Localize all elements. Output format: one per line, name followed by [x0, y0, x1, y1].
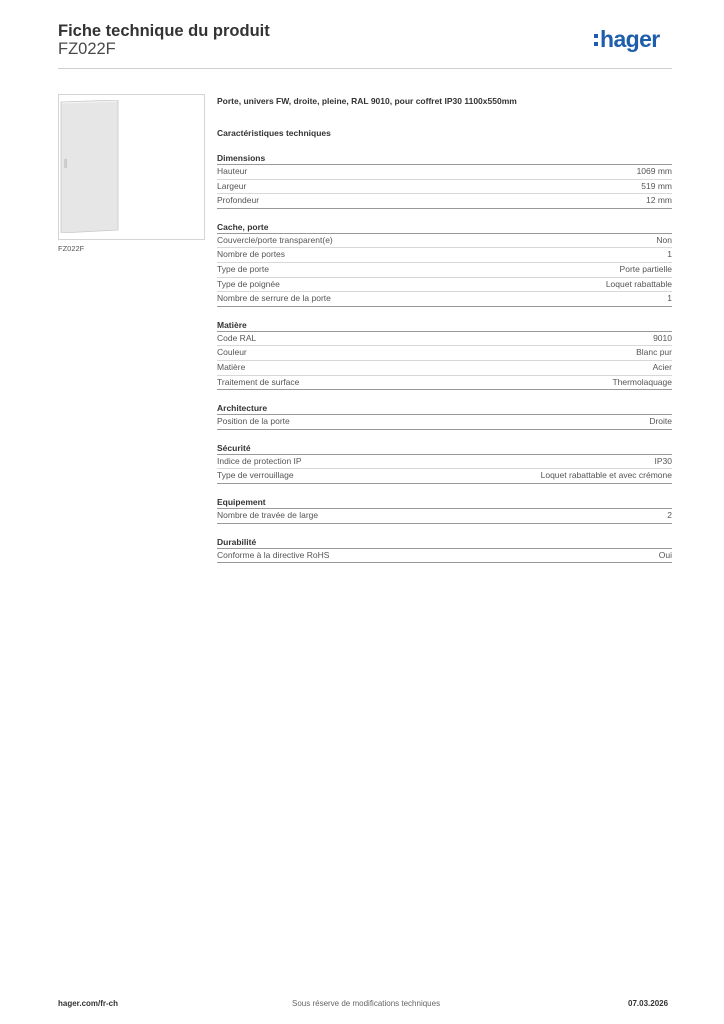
footer-date: 07.03.2026: [628, 999, 669, 1008]
logo-wordmark: hager: [600, 26, 660, 52]
spec-row: [217, 234, 672, 249]
spec-rows: [217, 509, 672, 524]
spec-value: 9010: [653, 332, 672, 343]
spec-group: [217, 153, 672, 222]
spec-value: 1069 mm: [636, 166, 672, 176]
spec-group-title: Matière: [217, 320, 672, 332]
spec-group-title: Cache, porte: [217, 222, 672, 234]
spec-row: [217, 509, 672, 524]
spec-row: [217, 332, 672, 347]
spec-row: [217, 376, 672, 391]
spec-value: Porte partielle: [619, 263, 672, 274]
spec-label: Matière: [217, 361, 246, 372]
spec-group-title: Sécurité: [217, 443, 672, 455]
spec-value: 2: [667, 509, 672, 520]
group-spacer: [217, 524, 672, 537]
spec-label: Indice de protection IP: [217, 455, 302, 466]
page-title: Fiche technique du produit: [58, 22, 270, 40]
spec-label: Nombre de travée de large: [217, 509, 319, 520]
spec-row: [217, 194, 672, 209]
spec-value: Acier: [652, 361, 672, 372]
spec-value: Loquet rabattable: [605, 278, 672, 289]
spec-label: Couleur: [217, 347, 247, 358]
spec-group: [217, 497, 672, 537]
specifications: [217, 96, 672, 563]
spec-label: Type de porte: [217, 263, 269, 274]
spec-group: [217, 222, 672, 320]
spec-label: Type de poignée: [217, 278, 280, 289]
spec-label: Traitement de surface: [217, 376, 300, 387]
spec-label: Type de verrouillage: [217, 470, 294, 481]
spec-label: Hauteur: [217, 166, 248, 176]
footer-website[interactable]: hager.com/fr-ch: [58, 999, 119, 1008]
spec-label: Code RAL: [217, 332, 257, 343]
spec-label: Nombre de serrure de la porte: [217, 293, 331, 304]
spec-value: Non: [656, 234, 672, 245]
spec-group: [217, 537, 672, 564]
spec-label: Position de la porte: [217, 416, 290, 427]
spec-row: [217, 455, 672, 470]
spec-group-title: Equipement: [217, 497, 672, 509]
hager-logo: [594, 28, 660, 51]
spec-label: Couvercle/porte transparent(e): [217, 234, 333, 245]
spec-rows: [217, 415, 672, 430]
footer-notice: Sous réserve de modifications techniques: [292, 999, 441, 1008]
product-image-frame: [58, 94, 205, 240]
spec-label: Largeur: [217, 180, 247, 191]
spec-row: [217, 278, 672, 293]
group-spacer: [217, 430, 672, 443]
spec-value: IP30: [654, 455, 672, 466]
group-spacer: [217, 209, 672, 222]
spec-group-title: Dimensions: [217, 153, 672, 165]
spec-rows: [217, 549, 672, 564]
spec-row: [217, 346, 672, 361]
spec-groups: [217, 153, 672, 563]
spec-rows: [217, 455, 672, 484]
spec-row: [217, 469, 672, 484]
section-title: Caractéristiques techniques: [217, 128, 331, 138]
spec-value: Loquet rabattable et avec crémone: [540, 470, 672, 481]
spec-row: [217, 292, 672, 307]
spec-rows: [217, 234, 672, 307]
group-spacer: [217, 390, 672, 403]
door-panel-image: [60, 100, 119, 233]
header-divider: [58, 68, 672, 69]
spec-value: 12 mm: [646, 195, 672, 206]
product-code: FZ022F: [58, 40, 116, 58]
spec-value: Blanc pur: [636, 347, 672, 358]
spec-value: 1: [667, 249, 672, 260]
spec-row: [217, 361, 672, 376]
spec-value: Thermolaquage: [612, 376, 672, 387]
logo-dots-icon: [594, 34, 598, 50]
spec-value: 519 mm: [641, 180, 672, 191]
spec-rows: [217, 165, 672, 209]
spec-group: [217, 443, 672, 497]
spec-group-title: Architecture: [217, 403, 672, 415]
spec-row: [217, 180, 672, 195]
spec-row: [217, 248, 672, 263]
spec-row: [217, 165, 672, 180]
spec-group-title: Durabilité: [217, 537, 672, 549]
spec-group: [217, 403, 672, 443]
spec-value: 1: [667, 293, 672, 304]
product-description: Porte, univers FW, droite, pleine, RAL 9010, pour coffret IP30 1100x550mm: [217, 96, 517, 106]
image-caption: FZ022F: [58, 244, 85, 253]
spec-label: Conforme à la directive RoHS: [217, 549, 330, 560]
spec-value: Droite: [649, 416, 672, 427]
spec-row: [217, 263, 672, 278]
spec-label: Nombre de portes: [217, 249, 286, 260]
group-spacer: [217, 307, 672, 320]
group-spacer: [217, 484, 672, 497]
spec-group: [217, 320, 672, 403]
spec-row: [217, 415, 672, 430]
spec-rows: [217, 332, 672, 390]
spec-row: [217, 549, 672, 564]
spec-value: Oui: [658, 549, 672, 560]
spec-label: Profondeur: [217, 195, 260, 206]
